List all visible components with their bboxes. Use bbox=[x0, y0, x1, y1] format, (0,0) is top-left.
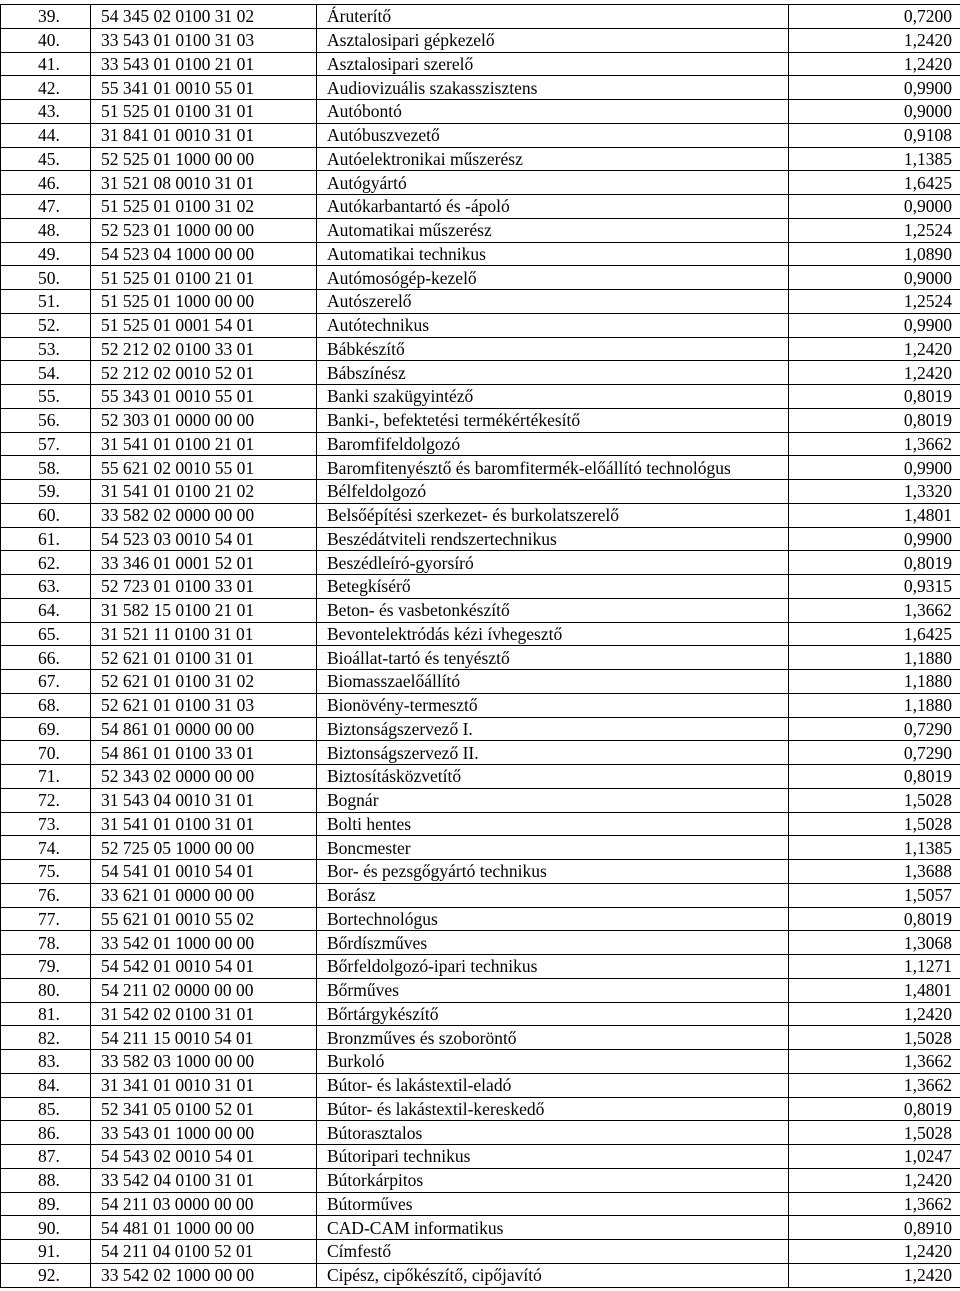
table-row bbox=[1, 907, 960, 931]
occupation-name: Bortechnológus bbox=[317, 907, 789, 931]
table-row bbox=[1, 5, 960, 29]
row-number: 86. bbox=[1, 1121, 91, 1145]
occupation-code: 55 621 02 0010 55 01 bbox=[91, 456, 317, 480]
table-row bbox=[1, 147, 960, 171]
occupation-code: 52 212 02 0100 33 01 bbox=[91, 337, 317, 361]
row-number: 84. bbox=[1, 1073, 91, 1097]
coefficient-value: 1,1271 bbox=[789, 955, 960, 979]
occupation-code: 54 541 01 0010 54 01 bbox=[91, 860, 317, 884]
occupation-name: Bútorműves bbox=[317, 1192, 789, 1216]
occupation-name: Bélfeldolgozó bbox=[317, 480, 789, 504]
occupation-code: 33 542 01 1000 00 00 bbox=[91, 931, 317, 955]
row-number: 55. bbox=[1, 385, 91, 409]
row-number: 57. bbox=[1, 432, 91, 456]
table-row bbox=[1, 622, 960, 646]
occupation-name: Baromfifeldolgozó bbox=[317, 432, 789, 456]
occupation-code: 52 621 01 0100 31 03 bbox=[91, 693, 317, 717]
row-number: 80. bbox=[1, 978, 91, 1002]
table-row bbox=[1, 931, 960, 955]
row-number: 48. bbox=[1, 218, 91, 242]
coefficient-value: 1,2420 bbox=[789, 52, 960, 76]
occupation-code: 55 621 01 0010 55 02 bbox=[91, 907, 317, 931]
row-number: 47. bbox=[1, 195, 91, 219]
row-number: 67. bbox=[1, 670, 91, 694]
occupation-name: Asztalosipari gépkezelő bbox=[317, 28, 789, 52]
coefficient-value: 0,8910 bbox=[789, 1216, 960, 1240]
table-row bbox=[1, 670, 960, 694]
table-row bbox=[1, 385, 960, 409]
row-number: 91. bbox=[1, 1240, 91, 1264]
table-row bbox=[1, 527, 960, 551]
occupation-name: Biztonságszervező I. bbox=[317, 717, 789, 741]
occupation-name: Bőrdíszműves bbox=[317, 931, 789, 955]
occupation-code: 33 543 01 0100 31 03 bbox=[91, 28, 317, 52]
row-number: 58. bbox=[1, 456, 91, 480]
row-number: 69. bbox=[1, 717, 91, 741]
table-row bbox=[1, 598, 960, 622]
table-row bbox=[1, 361, 960, 385]
table-row bbox=[1, 76, 960, 100]
table-row bbox=[1, 195, 960, 219]
coefficient-value: 1,5028 bbox=[789, 1121, 960, 1145]
occupation-name: Áruterítő bbox=[317, 5, 789, 29]
coefficient-value: 1,5057 bbox=[789, 883, 960, 907]
occupation-name: Autógyártó bbox=[317, 171, 789, 195]
occupation-name: Bútorkárpitos bbox=[317, 1168, 789, 1192]
row-number: 79. bbox=[1, 955, 91, 979]
coefficient-value: 1,3662 bbox=[789, 432, 960, 456]
row-number: 85. bbox=[1, 1097, 91, 1121]
coefficient-value: 0,7290 bbox=[789, 741, 960, 765]
table-row bbox=[1, 1121, 960, 1145]
table-row bbox=[1, 646, 960, 670]
occupation-code: 54 861 01 0000 00 00 bbox=[91, 717, 317, 741]
occupation-name: Bolti hentes bbox=[317, 812, 789, 836]
row-number: 66. bbox=[1, 646, 91, 670]
occupation-code: 31 543 04 0010 31 01 bbox=[91, 788, 317, 812]
row-number: 65. bbox=[1, 622, 91, 646]
occupation-code: 33 543 01 1000 00 00 bbox=[91, 1121, 317, 1145]
occupation-code: 33 542 02 1000 00 00 bbox=[91, 1263, 317, 1287]
occupation-code: 33 346 01 0001 52 01 bbox=[91, 551, 317, 575]
table-row bbox=[1, 1240, 960, 1264]
occupation-name: Belsőépítési szerkezet- és burkolatszerelő bbox=[317, 503, 789, 527]
table-row bbox=[1, 860, 960, 884]
row-number: 83. bbox=[1, 1050, 91, 1074]
coefficient-value: 1,6425 bbox=[789, 171, 960, 195]
coefficient-value: 0,9315 bbox=[789, 575, 960, 599]
row-number: 76. bbox=[1, 883, 91, 907]
occupation-name: Beszédátviteli rendszertechnikus bbox=[317, 527, 789, 551]
row-number: 61. bbox=[1, 527, 91, 551]
occupation-name: Borász bbox=[317, 883, 789, 907]
occupation-name: Biztosításközvetítő bbox=[317, 765, 789, 789]
row-number: 90. bbox=[1, 1216, 91, 1240]
coefficient-value: 0,9000 bbox=[789, 100, 960, 124]
occupation-name: Autószerelő bbox=[317, 290, 789, 314]
coefficient-value: 1,1385 bbox=[789, 147, 960, 171]
occupation-name: Bábszínész bbox=[317, 361, 789, 385]
coefficient-value: 1,3662 bbox=[789, 1192, 960, 1216]
coefficient-value: 1,1880 bbox=[789, 670, 960, 694]
occupation-code: 54 211 04 0100 52 01 bbox=[91, 1240, 317, 1264]
table-row bbox=[1, 575, 960, 599]
occupation-code: 54 542 01 0010 54 01 bbox=[91, 955, 317, 979]
coefficient-value: 1,5028 bbox=[789, 1026, 960, 1050]
table-row bbox=[1, 1026, 960, 1050]
coefficient-value: 0,8019 bbox=[789, 1097, 960, 1121]
occupation-code: 52 725 05 1000 00 00 bbox=[91, 836, 317, 860]
occupation-name: Boncmester bbox=[317, 836, 789, 860]
row-number: 87. bbox=[1, 1145, 91, 1169]
coefficient-value: 1,3662 bbox=[789, 1050, 960, 1074]
occupation-code: 52 343 02 0000 00 00 bbox=[91, 765, 317, 789]
row-number: 54. bbox=[1, 361, 91, 385]
coefficient-value: 1,1880 bbox=[789, 646, 960, 670]
table-row bbox=[1, 1216, 960, 1240]
occupation-table bbox=[0, 4, 960, 1288]
table-row bbox=[1, 765, 960, 789]
coefficient-value: 1,5028 bbox=[789, 788, 960, 812]
occupation-name: Bútorasztalos bbox=[317, 1121, 789, 1145]
table-row bbox=[1, 337, 960, 361]
occupation-code: 33 621 01 0000 00 00 bbox=[91, 883, 317, 907]
table-row bbox=[1, 52, 960, 76]
coefficient-value: 1,2420 bbox=[789, 337, 960, 361]
table-row bbox=[1, 693, 960, 717]
occupation-name: Autómosógép-kezelő bbox=[317, 266, 789, 290]
row-number: 40. bbox=[1, 28, 91, 52]
row-number: 77. bbox=[1, 907, 91, 931]
occupation-code: 31 541 01 0100 31 01 bbox=[91, 812, 317, 836]
occupation-code: 52 621 01 0100 31 01 bbox=[91, 646, 317, 670]
occupation-code: 52 212 02 0010 52 01 bbox=[91, 361, 317, 385]
coefficient-value: 1,3662 bbox=[789, 1073, 960, 1097]
coefficient-value: 1,4801 bbox=[789, 503, 960, 527]
table-row bbox=[1, 1002, 960, 1026]
occupation-name: Biztonságszervező II. bbox=[317, 741, 789, 765]
occupation-code: 31 521 08 0010 31 01 bbox=[91, 171, 317, 195]
occupation-name: Bútoripari technikus bbox=[317, 1145, 789, 1169]
occupation-code: 31 582 15 0100 21 01 bbox=[91, 598, 317, 622]
occupation-code: 51 525 01 0001 54 01 bbox=[91, 313, 317, 337]
coefficient-value: 0,8019 bbox=[789, 551, 960, 575]
table-row bbox=[1, 717, 960, 741]
coefficient-value: 0,9900 bbox=[789, 76, 960, 100]
occupation-code: 31 541 01 0100 21 01 bbox=[91, 432, 317, 456]
row-number: 70. bbox=[1, 741, 91, 765]
row-number: 39. bbox=[1, 5, 91, 29]
occupation-name: Bronzműves és szoboröntő bbox=[317, 1026, 789, 1050]
coefficient-value: 1,1385 bbox=[789, 836, 960, 860]
row-number: 51. bbox=[1, 290, 91, 314]
coefficient-value: 1,2420 bbox=[789, 28, 960, 52]
occupation-name: Bőrtárgykészítő bbox=[317, 1002, 789, 1026]
occupation-name: Banki szakügyintéző bbox=[317, 385, 789, 409]
row-number: 71. bbox=[1, 765, 91, 789]
occupation-code: 33 582 02 0000 00 00 bbox=[91, 503, 317, 527]
occupation-name: Beszédleíró-gyorsíró bbox=[317, 551, 789, 575]
table-row bbox=[1, 1097, 960, 1121]
occupation-code: 31 521 11 0100 31 01 bbox=[91, 622, 317, 646]
table-row bbox=[1, 883, 960, 907]
coefficient-value: 1,4801 bbox=[789, 978, 960, 1002]
coefficient-value: 1,3688 bbox=[789, 860, 960, 884]
occupation-name: Asztalosipari szerelő bbox=[317, 52, 789, 76]
table-row bbox=[1, 1073, 960, 1097]
table-row bbox=[1, 812, 960, 836]
occupation-name: Biomasszaelőállító bbox=[317, 670, 789, 694]
table-row bbox=[1, 1168, 960, 1192]
occupation-name: Beton- és vasbetonkészítő bbox=[317, 598, 789, 622]
occupation-code: 52 621 01 0100 31 02 bbox=[91, 670, 317, 694]
coefficient-value: 1,3068 bbox=[789, 931, 960, 955]
occupation-code: 54 861 01 0100 33 01 bbox=[91, 741, 317, 765]
row-number: 92. bbox=[1, 1263, 91, 1287]
occupation-code: 31 341 01 0010 31 01 bbox=[91, 1073, 317, 1097]
coefficient-value: 1,2420 bbox=[789, 1263, 960, 1287]
occupation-code: 54 543 02 0010 54 01 bbox=[91, 1145, 317, 1169]
row-number: 74. bbox=[1, 836, 91, 860]
coefficient-value: 0,8019 bbox=[789, 408, 960, 432]
row-number: 60. bbox=[1, 503, 91, 527]
coefficient-value: 1,2420 bbox=[789, 361, 960, 385]
table-row bbox=[1, 313, 960, 337]
coefficient-value: 1,2524 bbox=[789, 218, 960, 242]
coefficient-value: 0,7290 bbox=[789, 717, 960, 741]
coefficient-value: 1,0247 bbox=[789, 1145, 960, 1169]
row-number: 46. bbox=[1, 171, 91, 195]
coefficient-value: 1,3662 bbox=[789, 598, 960, 622]
table-row bbox=[1, 266, 960, 290]
occupation-code: 51 525 01 0100 31 01 bbox=[91, 100, 317, 124]
table-row bbox=[1, 28, 960, 52]
table-row bbox=[1, 836, 960, 860]
occupation-name: CAD-CAM informatikus bbox=[317, 1216, 789, 1240]
row-number: 75. bbox=[1, 860, 91, 884]
coefficient-value: 0,9000 bbox=[789, 266, 960, 290]
occupation-name: Bionövény-termesztő bbox=[317, 693, 789, 717]
coefficient-value: 0,9900 bbox=[789, 313, 960, 337]
occupation-name: Autókarbantartó és -ápoló bbox=[317, 195, 789, 219]
row-number: 68. bbox=[1, 693, 91, 717]
occupation-name: Bútor- és lakástextil-kereskedő bbox=[317, 1097, 789, 1121]
occupation-name: Automatikai műszerész bbox=[317, 218, 789, 242]
table-row bbox=[1, 741, 960, 765]
occupation-code: 55 341 01 0010 55 01 bbox=[91, 76, 317, 100]
coefficient-value: 1,2420 bbox=[789, 1240, 960, 1264]
occupation-code: 33 543 01 0100 21 01 bbox=[91, 52, 317, 76]
occupation-code: 54 211 03 0000 00 00 bbox=[91, 1192, 317, 1216]
occupation-code: 52 341 05 0100 52 01 bbox=[91, 1097, 317, 1121]
row-number: 45. bbox=[1, 147, 91, 171]
occupation-name: Baromfitenyésztő és baromfitermék-előállító technológus bbox=[317, 456, 789, 480]
coefficient-value: 1,2524 bbox=[789, 290, 960, 314]
coefficient-value: 0,8019 bbox=[789, 385, 960, 409]
occupation-name: Autóbuszvezető bbox=[317, 123, 789, 147]
coefficient-value: 1,2420 bbox=[789, 1002, 960, 1026]
table-row bbox=[1, 551, 960, 575]
table-row bbox=[1, 1263, 960, 1287]
occupation-code: 52 523 01 1000 00 00 bbox=[91, 218, 317, 242]
table-row bbox=[1, 1050, 960, 1074]
table-row bbox=[1, 1192, 960, 1216]
occupation-name: Automatikai technikus bbox=[317, 242, 789, 266]
occupation-name: Banki-, befektetési termékértékesítő bbox=[317, 408, 789, 432]
coefficient-value: 0,7200 bbox=[789, 5, 960, 29]
coefficient-value: 1,2420 bbox=[789, 1168, 960, 1192]
row-number: 41. bbox=[1, 52, 91, 76]
occupation-name: Bevontelektródás kézi ívhegesztő bbox=[317, 622, 789, 646]
table-row bbox=[1, 503, 960, 527]
occupation-code: 33 582 03 1000 00 00 bbox=[91, 1050, 317, 1074]
table-row bbox=[1, 408, 960, 432]
occupation-code: 31 841 01 0010 31 01 bbox=[91, 123, 317, 147]
row-number: 63. bbox=[1, 575, 91, 599]
coefficient-value: 1,5028 bbox=[789, 812, 960, 836]
table-row bbox=[1, 1145, 960, 1169]
occupation-name: Bor- és pezsgőgyártó technikus bbox=[317, 860, 789, 884]
coefficient-value: 0,9000 bbox=[789, 195, 960, 219]
occupation-code: 33 542 04 0100 31 01 bbox=[91, 1168, 317, 1192]
occupation-code: 51 525 01 1000 00 00 bbox=[91, 290, 317, 314]
row-number: 50. bbox=[1, 266, 91, 290]
table-row bbox=[1, 788, 960, 812]
row-number: 72. bbox=[1, 788, 91, 812]
occupation-code: 52 723 01 0100 33 01 bbox=[91, 575, 317, 599]
occupation-name: Audiovizuális szakasszisztens bbox=[317, 76, 789, 100]
row-number: 53. bbox=[1, 337, 91, 361]
occupation-code: 54 345 02 0100 31 02 bbox=[91, 5, 317, 29]
occupation-code: 51 525 01 0100 21 01 bbox=[91, 266, 317, 290]
occupation-name: Autótechnikus bbox=[317, 313, 789, 337]
occupation-name: Burkoló bbox=[317, 1050, 789, 1074]
coefficient-value: 0,9108 bbox=[789, 123, 960, 147]
occupation-code: 31 542 02 0100 31 01 bbox=[91, 1002, 317, 1026]
row-number: 62. bbox=[1, 551, 91, 575]
occupation-code: 54 481 01 1000 00 00 bbox=[91, 1216, 317, 1240]
table-row bbox=[1, 218, 960, 242]
occupation-name: Bioállat-tartó és tenyésztő bbox=[317, 646, 789, 670]
row-number: 49. bbox=[1, 242, 91, 266]
table-row bbox=[1, 242, 960, 266]
row-number: 43. bbox=[1, 100, 91, 124]
occupation-name: Cipész, cipőkészítő, cipőjavító bbox=[317, 1263, 789, 1287]
occupation-name: Bőrfeldolgozó-ipari technikus bbox=[317, 955, 789, 979]
occupation-code: 51 525 01 0100 31 02 bbox=[91, 195, 317, 219]
table-row bbox=[1, 456, 960, 480]
coefficient-value: 0,8019 bbox=[789, 765, 960, 789]
row-number: 56. bbox=[1, 408, 91, 432]
table-row bbox=[1, 432, 960, 456]
table-row bbox=[1, 123, 960, 147]
row-number: 52. bbox=[1, 313, 91, 337]
occupation-code: 52 303 01 0000 00 00 bbox=[91, 408, 317, 432]
row-number: 82. bbox=[1, 1026, 91, 1050]
row-number: 88. bbox=[1, 1168, 91, 1192]
row-number: 59. bbox=[1, 480, 91, 504]
coefficient-value: 0,9900 bbox=[789, 527, 960, 551]
coefficient-value: 0,8019 bbox=[789, 907, 960, 931]
occupation-code: 54 523 04 1000 00 00 bbox=[91, 242, 317, 266]
table-row bbox=[1, 480, 960, 504]
row-number: 73. bbox=[1, 812, 91, 836]
row-number: 81. bbox=[1, 1002, 91, 1026]
occupation-name: Autóelektronikai műszerész bbox=[317, 147, 789, 171]
coefficient-value: 1,1880 bbox=[789, 693, 960, 717]
occupation-code: 31 541 01 0100 21 02 bbox=[91, 480, 317, 504]
row-number: 42. bbox=[1, 76, 91, 100]
row-number: 64. bbox=[1, 598, 91, 622]
occupation-name: Bábkészítő bbox=[317, 337, 789, 361]
occupation-name: Bőrműves bbox=[317, 978, 789, 1002]
row-number: 78. bbox=[1, 931, 91, 955]
coefficient-value: 1,6425 bbox=[789, 622, 960, 646]
coefficient-value: 1,3320 bbox=[789, 480, 960, 504]
occupation-name: Bútor- és lakástextil-eladó bbox=[317, 1073, 789, 1097]
table-row bbox=[1, 100, 960, 124]
occupation-name: Autóbontó bbox=[317, 100, 789, 124]
table-row bbox=[1, 978, 960, 1002]
occupation-name: Címfestő bbox=[317, 1240, 789, 1264]
occupation-code: 52 525 01 1000 00 00 bbox=[91, 147, 317, 171]
coefficient-value: 0,9900 bbox=[789, 456, 960, 480]
table-row bbox=[1, 290, 960, 314]
coefficient-value: 1,0890 bbox=[789, 242, 960, 266]
table-body bbox=[1, 5, 960, 1288]
occupation-code: 54 211 02 0000 00 00 bbox=[91, 978, 317, 1002]
row-number: 44. bbox=[1, 123, 91, 147]
occupation-code: 55 343 01 0010 55 01 bbox=[91, 385, 317, 409]
row-number: 89. bbox=[1, 1192, 91, 1216]
table-row bbox=[1, 171, 960, 195]
occupation-name: Bognár bbox=[317, 788, 789, 812]
table-row bbox=[1, 955, 960, 979]
occupation-code: 54 211 15 0010 54 01 bbox=[91, 1026, 317, 1050]
occupation-code: 54 523 03 0010 54 01 bbox=[91, 527, 317, 551]
occupation-name: Betegkísérő bbox=[317, 575, 789, 599]
